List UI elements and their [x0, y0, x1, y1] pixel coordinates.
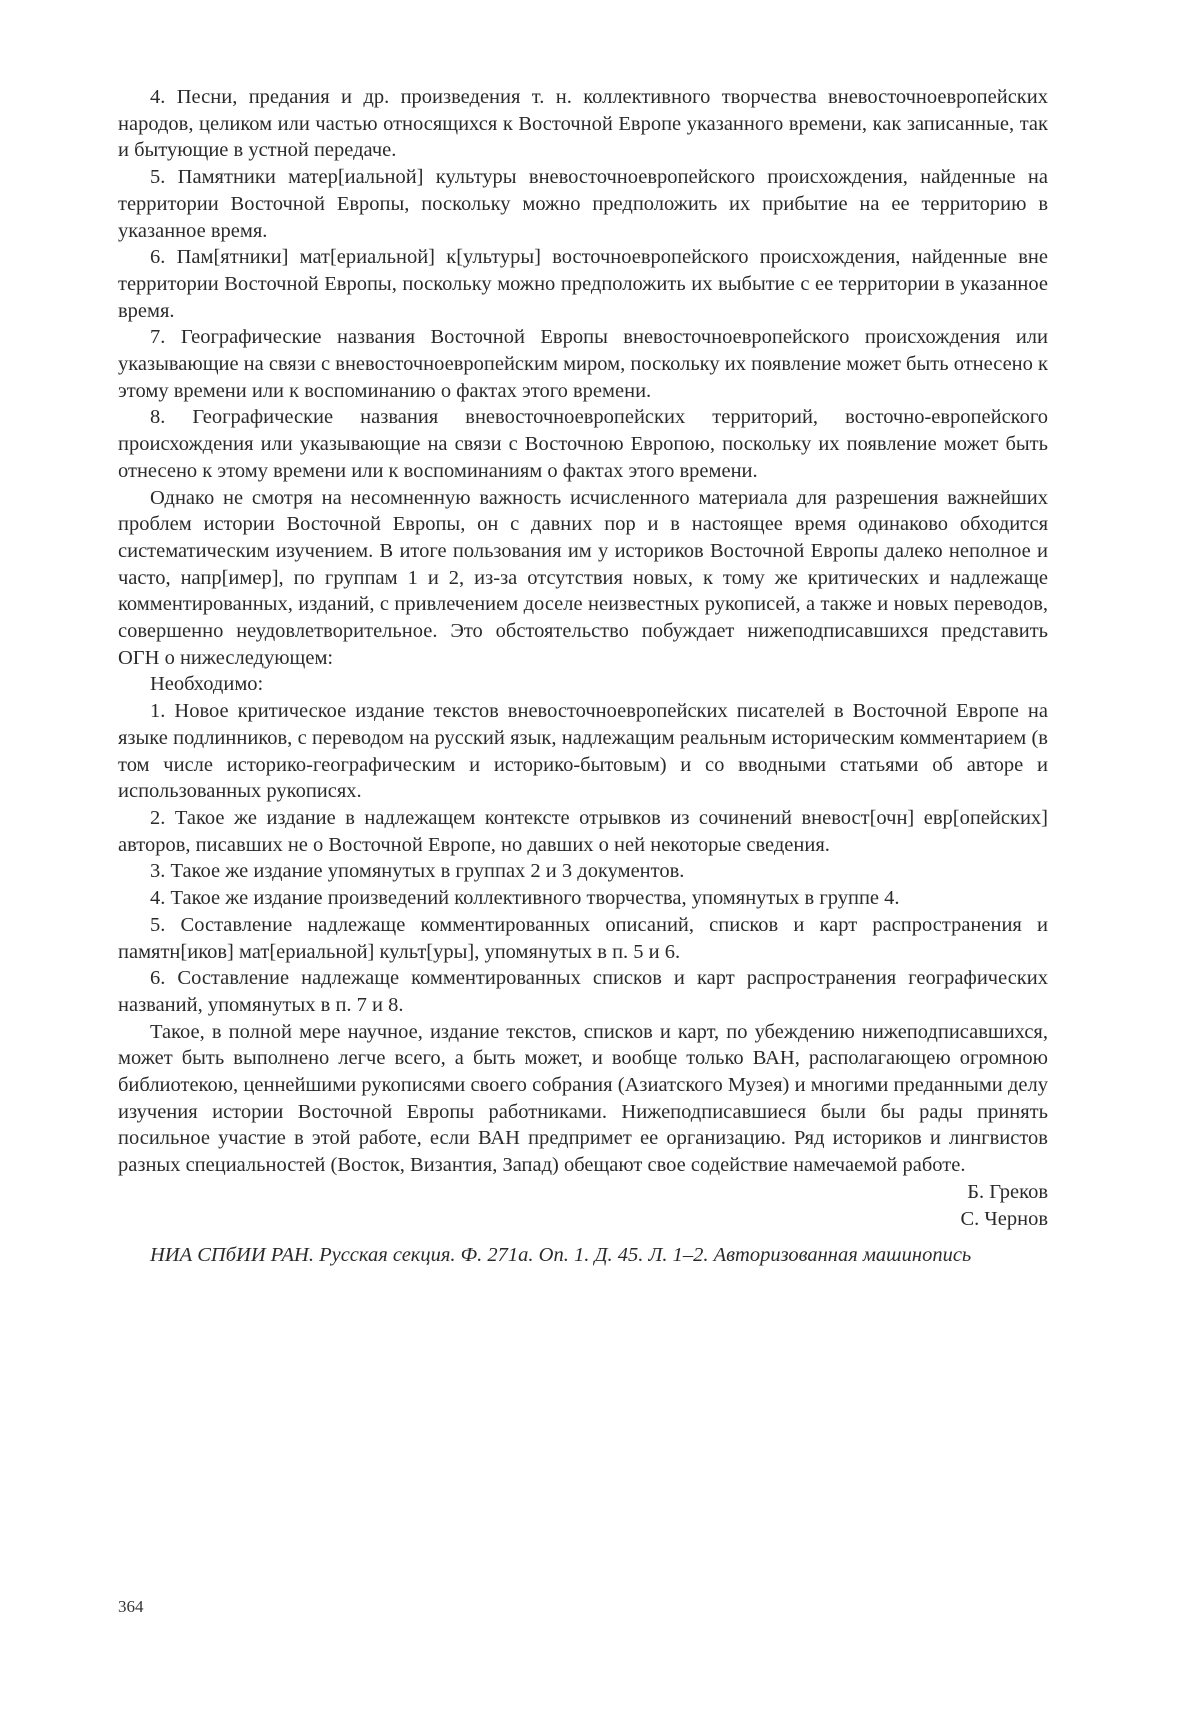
- page-number: 364: [118, 1597, 144, 1616]
- proposal-item-5: 5. Составление надлежаще комментированных описаний, списков и карт распространения и памятн[иков] мат[ериальной] культ[уры], упомянутых в п. 5 и 6.: [118, 913, 1048, 963]
- paragraph-item-7: 7. Географические названия Восточной Европы вневосточноевропейского происхождения или указывающие на связи с вневосточноевропейским миром, поскольку их появление может быть отнесено к этому времени или к воспоминанию о фактах этого времени.: [118, 326, 1048, 402]
- paragraph-item-8: 8. Географические названия вневосточноевропейских территорий, восточно-европейского происхождения или указывающие на связи с Восточною Европою, поскольку их появление может быть отнесено к этому времени или к воспоминаниям о фактах этого времени.: [118, 406, 1048, 482]
- paragraph-item-4: 4. Песни, предания и др. произведения т. н. коллективного творчества вневосточноевропейских народов, целиком или частью относящихся к Восточной Европе указанного времени, как записанные, так и бытующие в устной передаче.: [118, 86, 1048, 162]
- proposal-item-2: 2. Такое же издание в надлежащем контексте отрывков из сочинений вневост[очн] евр[опейских] авторов, писавших не о Восточной Европе, но давших о ней некоторые сведения.: [118, 806, 1048, 856]
- paragraph-item-6: 6. Пам[ятники] мат[ериальной] к[ультуры] восточноевропейского происхождения, найденные вне территории Восточной Европы, поскольку можно предположить их выбытие с ее территории в указанное время.: [118, 246, 1048, 322]
- paragraph-however: Однако не смотря на несомненную важность исчисленного материала для разрешения важнейших проблем истории Восточной Европы, он с давних пор и в настоящее время одинаково обходится систематическим изучением. В итоге пользования им у историков Восточной Европы далеко неполное и часто, напр[имер], по группам 1 и 2, из-за отсутствия новых, к тому же критических и надлежаще комментированных, изданий, с привлечением доселе неизвестных рукописей, а также и новых переводов, совершенно неудовлетворительное. Это обстоятельство побуждает нижеподписавшихся представить ОГН о нижеследующем:: [118, 486, 1048, 669]
- proposal-item-4: 4. Такое же издание произведений коллективного творчества, упомянутых в группе 4.: [150, 887, 900, 910]
- proposal-item-6: 6. Составление надлежаще комментированных списков и карт распространения географических названий, упомянутых в п. 7 и 8.: [118, 967, 1048, 1016]
- document-body: [118, 84, 1048, 1269]
- paragraph-item-5: 5. Памятники матер[иальной] культуры вневосточноевропейского происхождения, найденные на территории Восточной Европы, поскольку можно предположить их прибытие на ее территорию в указанное время.: [118, 166, 1048, 242]
- proposal-item-3: 3. Такое же издание упомянутых в группах 2 и 3 документов.: [150, 860, 685, 883]
- paragraph-necessary: Необходимо:: [150, 673, 264, 696]
- archive-source-note: НИА СПбИИ РАН. Русская секция. Ф. 271а. Оп. 1. Д. 45. Л. 1–2. Авторизованная машинопись: [150, 1244, 972, 1267]
- proposal-item-1: 1. Новое критическое издание текстов вневосточноевропейских писателей в Восточной Европе на языке подлинников, с переводом на русский язык, надлежащим реальным историческим комментарием (в том числе историко-географическим и историко-бытовым) и со вводными статьями об авторе и использованных рукописях.: [118, 700, 1048, 803]
- signature-grekov: Б. Греков: [967, 1180, 1048, 1203]
- signature-chernov: С. Чернов: [960, 1207, 1048, 1230]
- paragraph-conclusion: Такое, в полной мере научное, издание текстов, списков и карт, по убеждению нижеподписавшихся, может быть выполнено легче всего, а быть может, и вообще только ВАН, располагающею огромною библиотекою, ценнейшими рукописями своего собрания (Азиатского Музея) и многими преданными делу изучения истории Восточной Европы работниками. Нижеподписавшиеся были бы рады принять посильное участие в этой работе, если ВАН предпримет ее организацию. Ряд историков и лингвистов разных специальностей (Восток, Византия, Запад) обещают свое содействие намечаемой работе.: [118, 1020, 1048, 1177]
